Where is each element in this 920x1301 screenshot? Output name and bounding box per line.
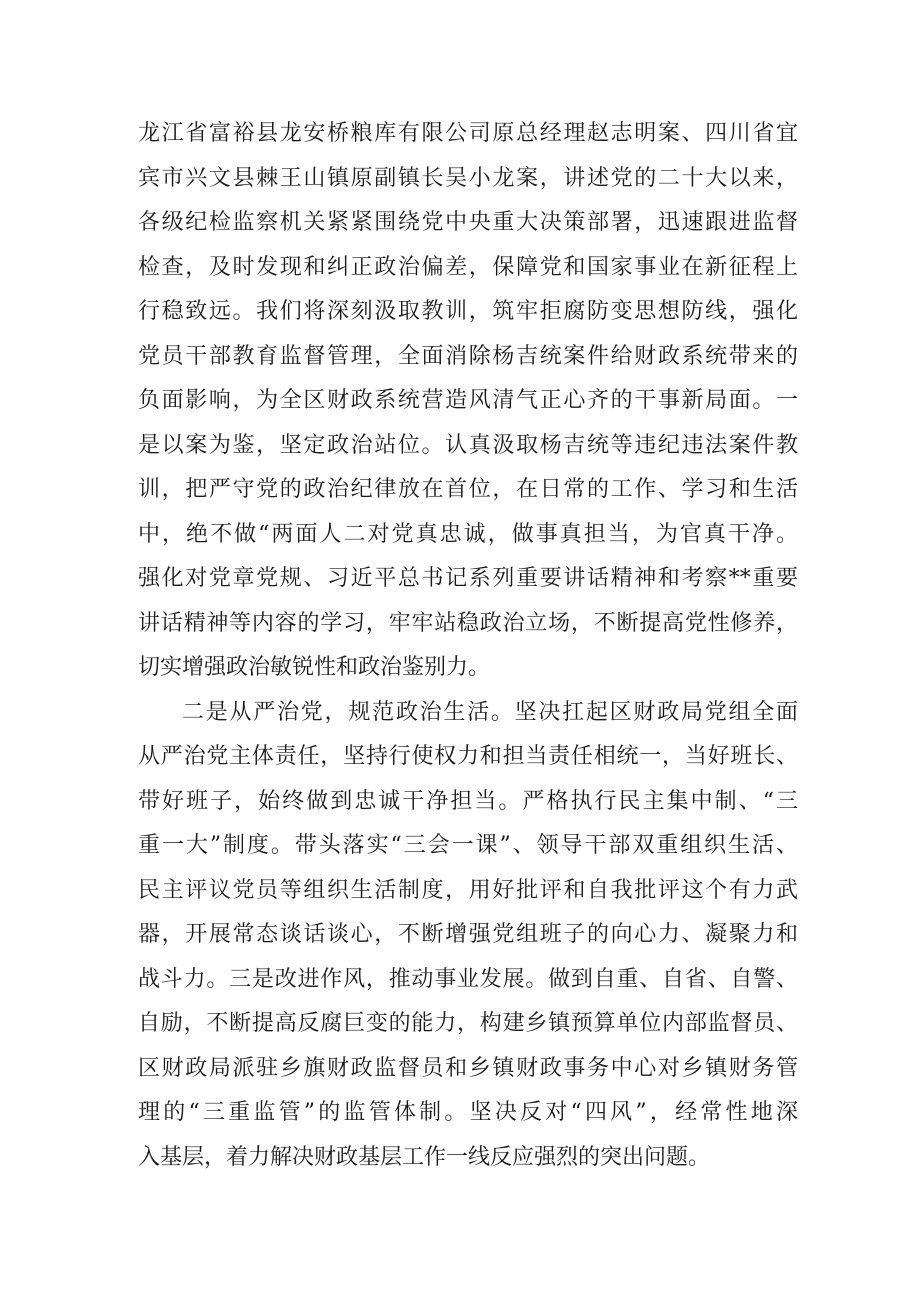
text-line: 重一大”制度。带头落实“三会一课”、领导干部双重组织生活、 bbox=[138, 833, 798, 858]
text-line: 区财政局派驻乡旗财政监督员和乡镇财政事务中心对乡镇财务管 bbox=[138, 1055, 798, 1081]
document-body bbox=[138, 112, 798, 1180]
text-line: 强化对党章党规、习近平总书记系列重要讲话精神和考察**重要 bbox=[138, 566, 798, 591]
text-line: 是以案为鉴，坚定政治站位。认真汲取杨吉统等违纪违法案件教 bbox=[138, 432, 798, 458]
text-line: 带好班子，始终做到忠诚干净担当。严格执行民主集中制、“三 bbox=[138, 788, 798, 814]
paragraph-1 bbox=[138, 112, 798, 691]
text-line: 切实增强政治敏锐性和政治鉴别力。 bbox=[138, 655, 491, 680]
text-line: 自励，不断提高反腐巨变的能力，构建乡镇预算单位内部监督员、 bbox=[138, 1011, 798, 1036]
text-line: 理的“三重监管”的监管体制。坚决反对“四风”，经常性地深 bbox=[138, 1100, 798, 1125]
text-line: 检查，及时发现和纠正政治偏差，保障党和国家事业在新征程上 bbox=[138, 254, 798, 280]
paragraph-2 bbox=[138, 691, 798, 1181]
text-line: 各级纪检监察机关紧紧围绕党中央重大决策部署，迅速跟进监督 bbox=[138, 210, 798, 235]
text-line: 宾市兴文县棘王山镇原副镇长吴小龙案，讲述党的二十大以来， bbox=[138, 165, 798, 191]
text-line: 行稳致远。我们将深刻汲取教训，筑牢拒腐防变思想防线，强化 bbox=[138, 299, 798, 324]
text-line: 入基层，着力解决财政基层工作一线反应强烈的突出问题。 bbox=[138, 1144, 711, 1170]
text-line: 负面影响，为全区财政系统营造风清气正心齐的干事新局面。一 bbox=[138, 388, 798, 413]
text-line: 从严治党主体责任，坚持行使权力和担当责任相统一，当好班长、 bbox=[138, 744, 798, 769]
text-line: 讲话精神等内容的学习，牢牢站稳政治立场，不断提高党性修养， bbox=[138, 610, 798, 636]
text-line: 二是从严治党，规范政治生活。坚决扛起区财政局党组全面 bbox=[182, 699, 798, 725]
text-line: 党员干部教育监督管理，全面消除杨吉统案件给财政系统带来的 bbox=[138, 343, 798, 369]
text-line: 民主评议党员等组织生活制度，用好批评和自我批评这个有力武 bbox=[138, 877, 798, 903]
text-line: 战斗力。三是改进作风，推动事业发展。做到自重、自省、自警、 bbox=[138, 966, 798, 992]
text-line: 中，绝不做“两面人二对党真忠诚，做事真担当，为官真干净。 bbox=[138, 521, 798, 547]
text-line: 器，开展常态谈话谈心，不断增强党组班子的向心力、凝聚力和 bbox=[138, 922, 798, 947]
text-line: 训，把严守党的政治纪律放在首位，在日常的工作、学习和生活 bbox=[138, 477, 798, 502]
text-line: 龙江省富裕县龙安桥粮库有限公司原总经理赵志明案、四川省宜 bbox=[138, 121, 798, 146]
